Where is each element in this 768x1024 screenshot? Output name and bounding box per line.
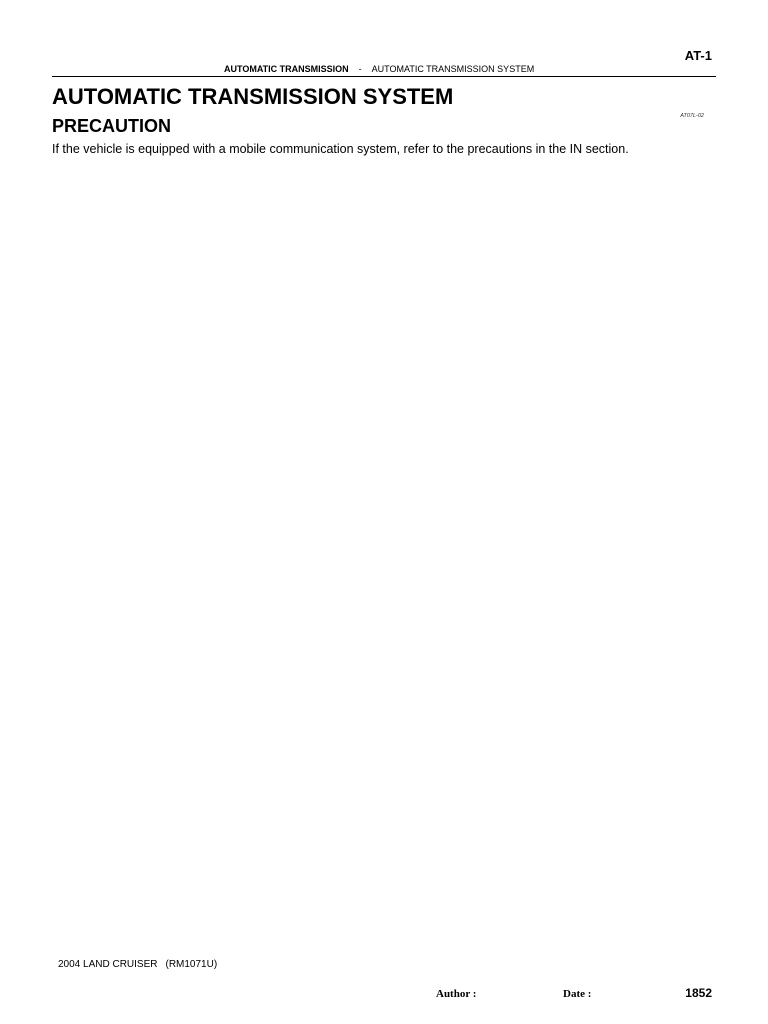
footer-model-name: 2004 LAND CRUISER: [58, 959, 158, 970]
header-rule: [52, 76, 716, 77]
footer-author-label: Author :: [436, 988, 477, 1000]
body-paragraph: If the vehicle is equipped with a mobile communication system, refer to the precautions in the IN section.: [52, 142, 629, 156]
footer-date-label: Date :: [563, 988, 592, 1000]
running-header: [224, 64, 534, 74]
running-header-major: AUTOMATIC TRANSMISSION: [224, 64, 349, 74]
footer-page-total: 1852: [685, 986, 712, 1000]
running-header-minor: AUTOMATIC TRANSMISSION SYSTEM: [371, 64, 535, 74]
section-title: AUTOMATIC TRANSMISSION SYSTEM: [52, 84, 454, 109]
footer-model: [58, 959, 217, 970]
subsection-title: PRECAUTION: [52, 116, 172, 136]
page-number: AT-1: [684, 48, 712, 63]
doc-code: AT07L-02: [680, 113, 704, 119]
running-header-separator: -: [358, 64, 362, 74]
footer-manual-code: (RM1071U): [165, 959, 218, 970]
